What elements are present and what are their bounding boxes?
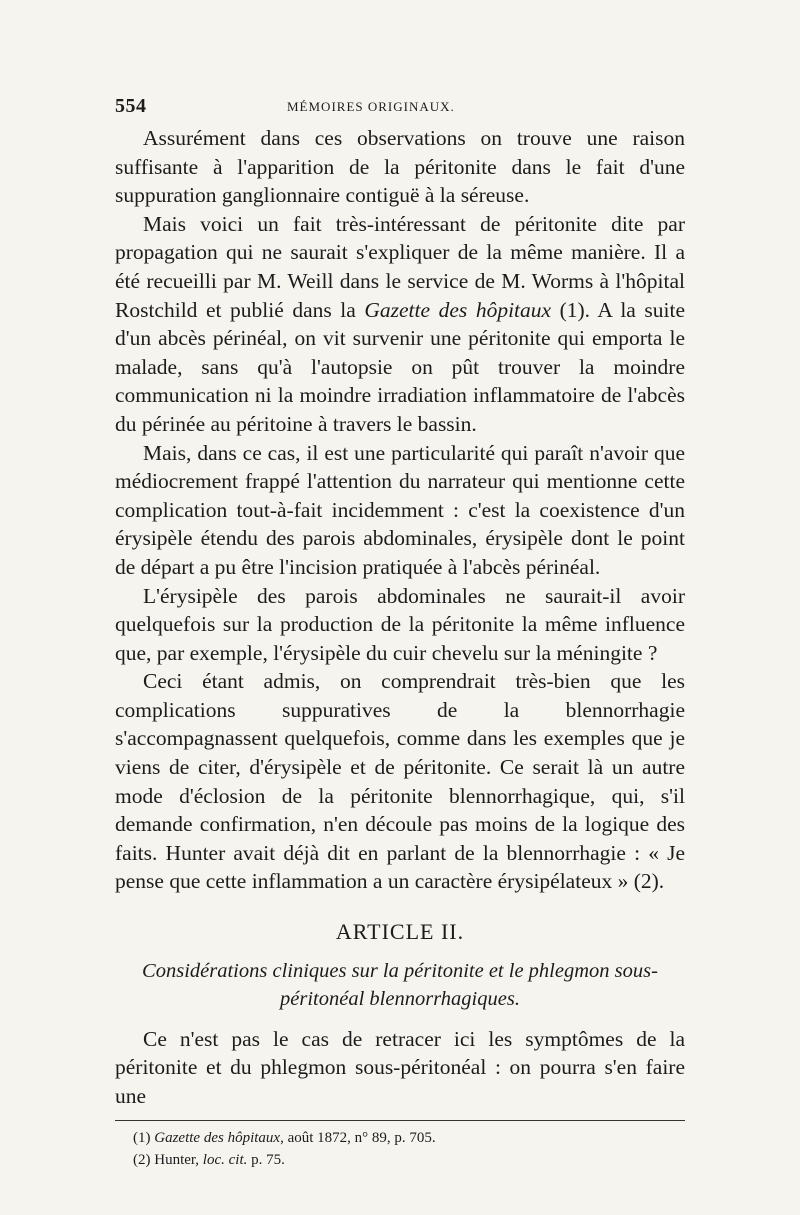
page-number: 554 [115, 95, 147, 117]
article-subtitle-line-2: péritonéal blennorrhagiques. [280, 987, 520, 1010]
paragraph-2-text-b: (1). A la suite d'un abcès périnéal, on vit survenir une péritonite qui emporta le malade, sans qu'à l'autopsie on pût trouver la moindre communication ni la moindre irradiation inflammatoire de l'abcès du périnée au péritoine à travers le bassin. [115, 297, 685, 436]
footnote-1-ref: , août 1872, n° 89, p. 705. [280, 1130, 436, 1147]
article-heading: ARTICLE II. [335, 919, 465, 945]
footnote-1 [115, 1127, 685, 1149]
footnote-1-journal: Gazette des hôpitaux [154, 1130, 281, 1147]
footnote-2-loc: loc. cit. [202, 1152, 248, 1169]
page-header [115, 95, 685, 119]
article-subtitle [115, 957, 685, 1013]
paragraph-6: Ce n'est pas le cas de retracer ici les symptômes de la péritonite et du phlegmon sous-péritonéal : on pourra s'en faire une [115, 1026, 685, 1108]
paragraph-5: Ceci étant admis, on comprendrait très-bien que les complications suppuratives de la blennorrhagie s'accompagnassent quelquefois, comme dans les exemples que je viens de citer, d'érysipèle et de péritonite. Ce serait là un autre mode d'éclosion de la péritonite blennorrhagique, qui, s'il demande confirmation, n'en découle pas moins de la logique des faits. Hunter avait déjà dit en parlant de la blennorrhagie : « Je pense que cette inflammation a un caractère érysipélateux » (2). [115, 669, 685, 894]
footnote-2-ref: p. 75. [247, 1152, 285, 1169]
book-page [115, 95, 685, 1171]
article-subtitle-line-1: Considérations cliniques sur la péritonite et le phlegmon sous- [142, 959, 658, 982]
paragraph-2 [115, 210, 685, 439]
footnote-2 [115, 1149, 685, 1171]
journal-title: Gazette des hôpitaux [364, 297, 552, 322]
paragraph-2-text-a: Mais voici un fait très-intéressant de péritonite dite par propagation qui ne saurait s'expliquer de la même manière. Il a été recueilli par M. Weill dans le service de M. Worms à l'hôpital Rostchild et publié dans la [115, 211, 685, 322]
paragraph-1: Assurément dans ces observations on trouve une raison suffisante à l'apparition de la péritonite dans le fait d'une suppuration ganglionnaire contiguë à la séreuse. [115, 126, 685, 208]
footnote-1-mark: (1) [133, 1130, 155, 1147]
body-text [115, 124, 685, 1110]
paragraph-3: Mais, dans ce cas, il est une particularité qui paraît n'avoir que médiocrement frappé l'attention du narrateur qui mentionne cette complication tout-à-fait incidemment : c'est la coexistence d'un érysipèle étendu des parois abdominales, érysipèle dont le point de départ a pu être l'incision pratiquée à l'abcès périnéal. [115, 440, 685, 579]
footnotes [115, 1120, 685, 1171]
running-head: MÉMOIRES ORIGINAUX. [287, 99, 455, 114]
paragraph-4: L'érysipèle des parois abdominales ne saurait-il avoir quelquefois sur la production de la péritonite la même influence que, par exemple, l'érysipèle du cuir chevelu sur la méningite ? [115, 583, 685, 665]
footnote-2-mark: (2) Hunter, [133, 1152, 203, 1169]
